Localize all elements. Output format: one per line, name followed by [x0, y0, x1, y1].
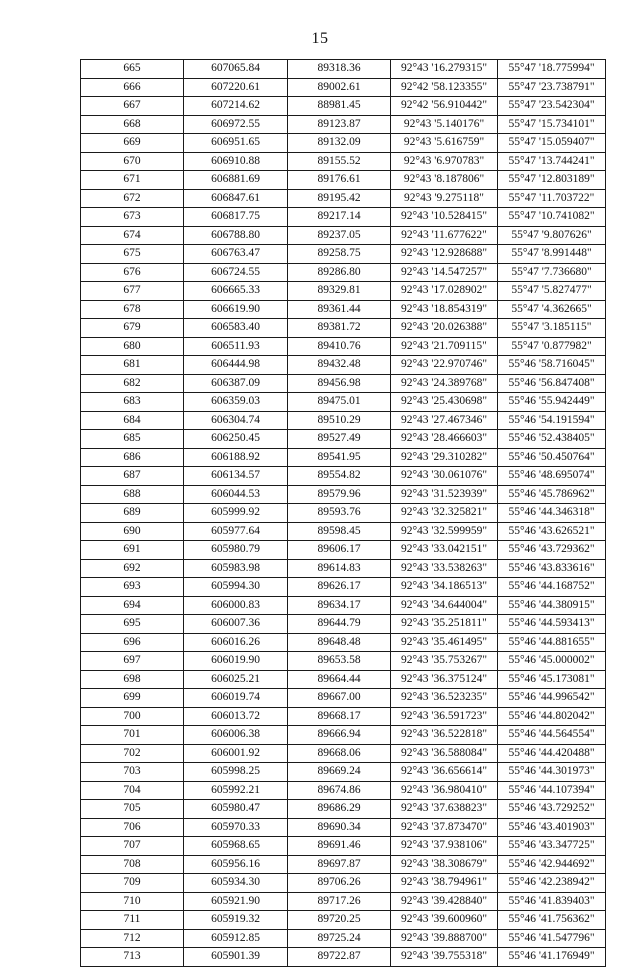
x-coordinate-cell: 606013.72: [184, 707, 288, 726]
point-number-cell: 701: [81, 726, 184, 745]
x-coordinate-cell: 606006.38: [184, 726, 288, 745]
longitude-cell: 92°43 '36.522818": [391, 726, 498, 745]
longitude-cell: 92°43 '27.467346": [391, 411, 498, 430]
longitude-cell: 92°43 '12.928688": [391, 245, 498, 264]
x-coordinate-cell: 606910.88: [184, 152, 288, 171]
latitude-cell: 55°46 '44.346318": [498, 504, 606, 523]
table-row: [81, 300, 606, 319]
y-coordinate-cell: 89176.61: [288, 171, 391, 190]
latitude-cell: 55°46 '45.173081": [498, 670, 606, 689]
y-coordinate-cell: 89510.29: [288, 411, 391, 430]
y-coordinate-cell: 89579.96: [288, 485, 391, 504]
latitude-cell: 55°46 '44.380915": [498, 596, 606, 615]
y-coordinate-cell: 89432.48: [288, 356, 391, 375]
table-row: [81, 855, 606, 874]
y-coordinate-cell: 89722.87: [288, 948, 391, 967]
y-coordinate-cell: 89475.01: [288, 393, 391, 412]
x-coordinate-cell: 606817.75: [184, 208, 288, 227]
x-coordinate-cell: 606001.92: [184, 744, 288, 763]
y-coordinate-cell: 89286.80: [288, 263, 391, 282]
point-number-cell: 686: [81, 448, 184, 467]
point-number-cell: 705: [81, 800, 184, 819]
point-number-cell: 711: [81, 911, 184, 930]
longitude-cell: 92°43 '37.638823": [391, 800, 498, 819]
table-row: [81, 596, 606, 615]
x-coordinate-cell: 606359.03: [184, 393, 288, 412]
table-row: [81, 800, 606, 819]
longitude-cell: 92°43 '30.061076": [391, 467, 498, 486]
longitude-cell: 92°43 '39.755318": [391, 948, 498, 967]
latitude-cell: 55°46 '58.716045": [498, 356, 606, 375]
table-row: [81, 541, 606, 560]
longitude-cell: 92°43 '16.279315": [391, 60, 498, 79]
point-number-cell: 712: [81, 929, 184, 948]
point-number-cell: 674: [81, 226, 184, 245]
latitude-cell: 55°47 '23.542304": [498, 97, 606, 116]
longitude-cell: 92°43 '21.709115": [391, 337, 498, 356]
table-row: [81, 892, 606, 911]
longitude-cell: 92°43 '38.308679": [391, 855, 498, 874]
latitude-cell: 55°46 '44.301973": [498, 763, 606, 782]
longitude-cell: 92°43 '8.187806": [391, 171, 498, 190]
point-number-cell: 713: [81, 948, 184, 967]
longitude-cell: 92°43 '5.140176": [391, 115, 498, 134]
point-number-cell: 683: [81, 393, 184, 412]
x-coordinate-cell: 606788.80: [184, 226, 288, 245]
x-coordinate-cell: 605921.90: [184, 892, 288, 911]
y-coordinate-cell: 89668.17: [288, 707, 391, 726]
latitude-cell: 55°47 '15.734101": [498, 115, 606, 134]
y-coordinate-cell: 89691.46: [288, 837, 391, 856]
table-row: [81, 189, 606, 208]
latitude-cell: 55°46 '45.786962": [498, 485, 606, 504]
point-number-cell: 667: [81, 97, 184, 116]
longitude-cell: 92°43 '39.600960": [391, 911, 498, 930]
table-row: [81, 467, 606, 486]
x-coordinate-cell: 606188.92: [184, 448, 288, 467]
latitude-cell: 55°46 '43.729362": [498, 541, 606, 560]
y-coordinate-cell: 89361.44: [288, 300, 391, 319]
table-row: [81, 522, 606, 541]
longitude-cell: 92°43 '6.970783": [391, 152, 498, 171]
y-coordinate-cell: 89527.49: [288, 430, 391, 449]
latitude-cell: 55°46 '44.802042": [498, 707, 606, 726]
x-coordinate-cell: 606000.83: [184, 596, 288, 615]
longitude-cell: 92°43 '36.591723": [391, 707, 498, 726]
longitude-cell: 92°43 '18.854319": [391, 300, 498, 319]
longitude-cell: 92°43 '32.325821": [391, 504, 498, 523]
y-coordinate-cell: 89664.44: [288, 670, 391, 689]
x-coordinate-cell: 606304.74: [184, 411, 288, 430]
table-row: [81, 115, 606, 134]
latitude-cell: 55°46 '50.450764": [498, 448, 606, 467]
x-coordinate-cell: 605999.92: [184, 504, 288, 523]
latitude-cell: 55°46 '56.847408": [498, 374, 606, 393]
x-coordinate-cell: 605956.16: [184, 855, 288, 874]
point-number-cell: 709: [81, 874, 184, 893]
x-coordinate-cell: 606724.55: [184, 263, 288, 282]
y-coordinate-cell: 88981.45: [288, 97, 391, 116]
point-number-cell: 671: [81, 171, 184, 190]
point-number-cell: 699: [81, 689, 184, 708]
y-coordinate-cell: 89614.83: [288, 559, 391, 578]
table-row: [81, 948, 606, 967]
y-coordinate-cell: 89725.24: [288, 929, 391, 948]
table-row: [81, 78, 606, 97]
table-row: [81, 485, 606, 504]
table-row: [81, 744, 606, 763]
point-number-cell: 677: [81, 282, 184, 301]
longitude-cell: 92°43 '10.528415": [391, 208, 498, 227]
table-row: [81, 411, 606, 430]
x-coordinate-cell: 605994.30: [184, 578, 288, 597]
y-coordinate-cell: 89155.52: [288, 152, 391, 171]
table-row: [81, 929, 606, 948]
x-coordinate-cell: 605934.30: [184, 874, 288, 893]
point-number-cell: 698: [81, 670, 184, 689]
latitude-cell: 55°46 '44.996542": [498, 689, 606, 708]
table-row: [81, 263, 606, 282]
point-number-cell: 693: [81, 578, 184, 597]
latitude-cell: 55°47 '23.738791": [498, 78, 606, 97]
table-row: [81, 818, 606, 837]
point-number-cell: 681: [81, 356, 184, 375]
x-coordinate-cell: 605912.85: [184, 929, 288, 948]
point-number-cell: 666: [81, 78, 184, 97]
latitude-cell: 55°47 '15.059407": [498, 134, 606, 153]
table-row: [81, 448, 606, 467]
latitude-cell: 55°47 '4.362665": [498, 300, 606, 319]
latitude-cell: 55°47 '8.991448": [498, 245, 606, 264]
y-coordinate-cell: 89002.61: [288, 78, 391, 97]
point-number-cell: 696: [81, 633, 184, 652]
table-row: [81, 226, 606, 245]
x-coordinate-cell: 606444.98: [184, 356, 288, 375]
latitude-cell: 55°46 '43.729252": [498, 800, 606, 819]
longitude-cell: 92°43 '32.599959": [391, 522, 498, 541]
point-number-cell: 710: [81, 892, 184, 911]
point-number-cell: 688: [81, 485, 184, 504]
latitude-cell: 55°46 '43.626521": [498, 522, 606, 541]
x-coordinate-cell: 606665.33: [184, 282, 288, 301]
x-coordinate-cell: 605983.98: [184, 559, 288, 578]
table-row: [81, 374, 606, 393]
latitude-cell: 55°47 '18.775994": [498, 60, 606, 79]
latitude-cell: 55°47 '7.736680": [498, 263, 606, 282]
longitude-cell: 92°43 '17.028902": [391, 282, 498, 301]
point-number-cell: 708: [81, 855, 184, 874]
x-coordinate-cell: 607220.61: [184, 78, 288, 97]
latitude-cell: 55°47 '10.741082": [498, 208, 606, 227]
y-coordinate-cell: 89410.76: [288, 337, 391, 356]
latitude-cell: 55°46 '42.944692": [498, 855, 606, 874]
longitude-cell: 92°43 '31.523939": [391, 485, 498, 504]
y-coordinate-cell: 89666.94: [288, 726, 391, 745]
y-coordinate-cell: 89706.26: [288, 874, 391, 893]
latitude-cell: 55°47 '3.185115": [498, 319, 606, 338]
latitude-cell: 55°46 '44.564554": [498, 726, 606, 745]
longitude-cell: 92°42 '56.910442": [391, 97, 498, 116]
latitude-cell: 55°46 '45.000002": [498, 652, 606, 671]
latitude-cell: 55°46 '43.401903": [498, 818, 606, 837]
point-number-cell: 707: [81, 837, 184, 856]
x-coordinate-cell: 605980.79: [184, 541, 288, 560]
x-coordinate-cell: 606044.53: [184, 485, 288, 504]
point-number-cell: 685: [81, 430, 184, 449]
x-coordinate-cell: 607214.62: [184, 97, 288, 116]
y-coordinate-cell: 89217.14: [288, 208, 391, 227]
table-row: [81, 781, 606, 800]
longitude-cell: 92°43 '35.461495": [391, 633, 498, 652]
y-coordinate-cell: 89258.75: [288, 245, 391, 264]
table-row: [81, 430, 606, 449]
x-coordinate-cell: 606619.90: [184, 300, 288, 319]
table-row: [81, 245, 606, 264]
point-number-cell: 687: [81, 467, 184, 486]
x-coordinate-cell: 605980.47: [184, 800, 288, 819]
y-coordinate-cell: 89554.82: [288, 467, 391, 486]
x-coordinate-cell: 606019.74: [184, 689, 288, 708]
latitude-cell: 55°46 '44.107394": [498, 781, 606, 800]
longitude-cell: 92°43 '24.389768": [391, 374, 498, 393]
latitude-cell: 55°46 '42.238942": [498, 874, 606, 893]
page-number: 15: [311, 30, 329, 47]
longitude-cell: 92°43 '36.523235": [391, 689, 498, 708]
latitude-cell: 55°46 '41.756362": [498, 911, 606, 930]
point-number-cell: 682: [81, 374, 184, 393]
point-number-cell: 676: [81, 263, 184, 282]
latitude-cell: 55°46 '43.347725": [498, 837, 606, 856]
latitude-cell: 55°46 '44.168752": [498, 578, 606, 597]
y-coordinate-cell: 89381.72: [288, 319, 391, 338]
table-row: [81, 208, 606, 227]
y-coordinate-cell: 89606.17: [288, 541, 391, 560]
y-coordinate-cell: 89653.58: [288, 652, 391, 671]
y-coordinate-cell: 89195.42: [288, 189, 391, 208]
x-coordinate-cell: 605901.39: [184, 948, 288, 967]
table-row: [81, 504, 606, 523]
table-row: [81, 97, 606, 116]
x-coordinate-cell: 606019.90: [184, 652, 288, 671]
point-number-cell: 680: [81, 337, 184, 356]
table-row: [81, 337, 606, 356]
longitude-cell: 92°43 '34.186513": [391, 578, 498, 597]
point-number-cell: 704: [81, 781, 184, 800]
y-coordinate-cell: 89329.81: [288, 282, 391, 301]
table-row: [81, 911, 606, 930]
y-coordinate-cell: 89697.87: [288, 855, 391, 874]
point-number-cell: 697: [81, 652, 184, 671]
longitude-cell: 92°43 '36.656614": [391, 763, 498, 782]
x-coordinate-cell: 605968.65: [184, 837, 288, 856]
longitude-cell: 92°43 '36.375124": [391, 670, 498, 689]
table-row: [81, 652, 606, 671]
longitude-cell: 92°43 '33.042151": [391, 541, 498, 560]
point-number-cell: 668: [81, 115, 184, 134]
point-number-cell: 690: [81, 522, 184, 541]
y-coordinate-cell: 89686.29: [288, 800, 391, 819]
y-coordinate-cell: 89669.24: [288, 763, 391, 782]
point-number-cell: 675: [81, 245, 184, 264]
table-row: [81, 707, 606, 726]
latitude-cell: 55°46 '41.839403": [498, 892, 606, 911]
y-coordinate-cell: 89717.26: [288, 892, 391, 911]
latitude-cell: 55°46 '44.593413": [498, 615, 606, 634]
x-coordinate-cell: 605919.32: [184, 911, 288, 930]
table-row: [81, 689, 606, 708]
x-coordinate-cell: 606881.69: [184, 171, 288, 190]
latitude-cell: 55°46 '52.438405": [498, 430, 606, 449]
table-row: [81, 134, 606, 153]
y-coordinate-cell: 89237.05: [288, 226, 391, 245]
table-row: [81, 282, 606, 301]
point-number-cell: 691: [81, 541, 184, 560]
longitude-cell: 92°43 '36.588084": [391, 744, 498, 763]
longitude-cell: 92°43 '34.644004": [391, 596, 498, 615]
table-row: [81, 578, 606, 597]
x-coordinate-cell: 607065.84: [184, 60, 288, 79]
latitude-cell: 55°47 '5.827477": [498, 282, 606, 301]
y-coordinate-cell: 89690.34: [288, 818, 391, 837]
x-coordinate-cell: 606387.09: [184, 374, 288, 393]
longitude-cell: 92°43 '20.026388": [391, 319, 498, 338]
y-coordinate-cell: 89720.25: [288, 911, 391, 930]
y-coordinate-cell: 89634.17: [288, 596, 391, 615]
x-coordinate-cell: 606951.65: [184, 134, 288, 153]
x-coordinate-cell: 606134.57: [184, 467, 288, 486]
y-coordinate-cell: 89644.79: [288, 615, 391, 634]
longitude-cell: 92°43 '36.980410": [391, 781, 498, 800]
point-number-cell: 684: [81, 411, 184, 430]
x-coordinate-cell: 606250.45: [184, 430, 288, 449]
latitude-cell: 55°47 '9.807626": [498, 226, 606, 245]
x-coordinate-cell: 605970.33: [184, 818, 288, 837]
x-coordinate-cell: 605977.64: [184, 522, 288, 541]
y-coordinate-cell: 89626.17: [288, 578, 391, 597]
latitude-cell: 55°46 '54.191594": [498, 411, 606, 430]
point-number-cell: 678: [81, 300, 184, 319]
latitude-cell: 55°47 '0.877982": [498, 337, 606, 356]
y-coordinate-cell: 89318.36: [288, 60, 391, 79]
longitude-cell: 92°43 '35.251811": [391, 615, 498, 634]
longitude-cell: 92°43 '29.310282": [391, 448, 498, 467]
latitude-cell: 55°46 '48.695074": [498, 467, 606, 486]
y-coordinate-cell: 89598.45: [288, 522, 391, 541]
latitude-cell: 55°46 '43.833616": [498, 559, 606, 578]
latitude-cell: 55°46 '44.420488": [498, 744, 606, 763]
y-coordinate-cell: 89541.95: [288, 448, 391, 467]
longitude-cell: 92°43 '28.466603": [391, 430, 498, 449]
latitude-cell: 55°46 '41.547796": [498, 929, 606, 948]
point-number-cell: 670: [81, 152, 184, 171]
point-number-cell: 672: [81, 189, 184, 208]
point-number-cell: 702: [81, 744, 184, 763]
table-row: [81, 319, 606, 338]
latitude-cell: 55°46 '41.176949": [498, 948, 606, 967]
longitude-cell: 92°43 '39.888700": [391, 929, 498, 948]
longitude-cell: 92°43 '37.873470": [391, 818, 498, 837]
point-number-cell: 689: [81, 504, 184, 523]
latitude-cell: 55°46 '55.942449": [498, 393, 606, 412]
point-number-cell: 700: [81, 707, 184, 726]
table-row: [81, 60, 606, 79]
table-row: [81, 633, 606, 652]
table-row: [81, 837, 606, 856]
y-coordinate-cell: 89674.86: [288, 781, 391, 800]
y-coordinate-cell: 89593.76: [288, 504, 391, 523]
latitude-cell: 55°47 '12.803189": [498, 171, 606, 190]
x-coordinate-cell: 605992.21: [184, 781, 288, 800]
longitude-cell: 92°43 '38.794961": [391, 874, 498, 893]
latitude-cell: 55°47 '11.703722": [498, 189, 606, 208]
x-coordinate-cell: 606025.21: [184, 670, 288, 689]
x-coordinate-cell: 606972.55: [184, 115, 288, 134]
longitude-cell: 92°43 '5.616759": [391, 134, 498, 153]
x-coordinate-cell: 606007.36: [184, 615, 288, 634]
y-coordinate-cell: 89668.06: [288, 744, 391, 763]
coordinates-table-body: [81, 60, 606, 967]
longitude-cell: 92°43 '22.970746": [391, 356, 498, 375]
latitude-cell: 55°46 '44.881655": [498, 633, 606, 652]
x-coordinate-cell: 606763.47: [184, 245, 288, 264]
y-coordinate-cell: 89132.09: [288, 134, 391, 153]
longitude-cell: 92°43 '25.430698": [391, 393, 498, 412]
point-number-cell: 703: [81, 763, 184, 782]
longitude-cell: 92°43 '39.428840": [391, 892, 498, 911]
point-number-cell: 679: [81, 319, 184, 338]
x-coordinate-cell: 606511.93: [184, 337, 288, 356]
table-row: [81, 152, 606, 171]
y-coordinate-cell: 89123.87: [288, 115, 391, 134]
longitude-cell: 92°43 '35.753267": [391, 652, 498, 671]
table-row: [81, 874, 606, 893]
x-coordinate-cell: 606583.40: [184, 319, 288, 338]
x-coordinate-cell: 606016.26: [184, 633, 288, 652]
table-row: [81, 726, 606, 745]
table-row: [81, 615, 606, 634]
coordinates-table: [80, 59, 606, 967]
longitude-cell: 92°43 '9.275118": [391, 189, 498, 208]
table-row: [81, 393, 606, 412]
y-coordinate-cell: 89667.00: [288, 689, 391, 708]
point-number-cell: 695: [81, 615, 184, 634]
longitude-cell: 92°43 '37.938106": [391, 837, 498, 856]
table-row: [81, 559, 606, 578]
point-number-cell: 669: [81, 134, 184, 153]
point-number-cell: 706: [81, 818, 184, 837]
x-coordinate-cell: 606847.61: [184, 189, 288, 208]
y-coordinate-cell: 89456.98: [288, 374, 391, 393]
point-number-cell: 665: [81, 60, 184, 79]
table-row: [81, 356, 606, 375]
point-number-cell: 694: [81, 596, 184, 615]
table-row: [81, 171, 606, 190]
x-coordinate-cell: 605998.25: [184, 763, 288, 782]
longitude-cell: 92°43 '14.547257": [391, 263, 498, 282]
y-coordinate-cell: 89648.48: [288, 633, 391, 652]
table-row: [81, 763, 606, 782]
table-row: [81, 670, 606, 689]
point-number-cell: 692: [81, 559, 184, 578]
longitude-cell: 92°43 '11.677622": [391, 226, 498, 245]
point-number-cell: 673: [81, 208, 184, 227]
longitude-cell: 92°43 '33.538263": [391, 559, 498, 578]
latitude-cell: 55°47 '13.744241": [498, 152, 606, 171]
longitude-cell: 92°42 '58.123355": [391, 78, 498, 97]
